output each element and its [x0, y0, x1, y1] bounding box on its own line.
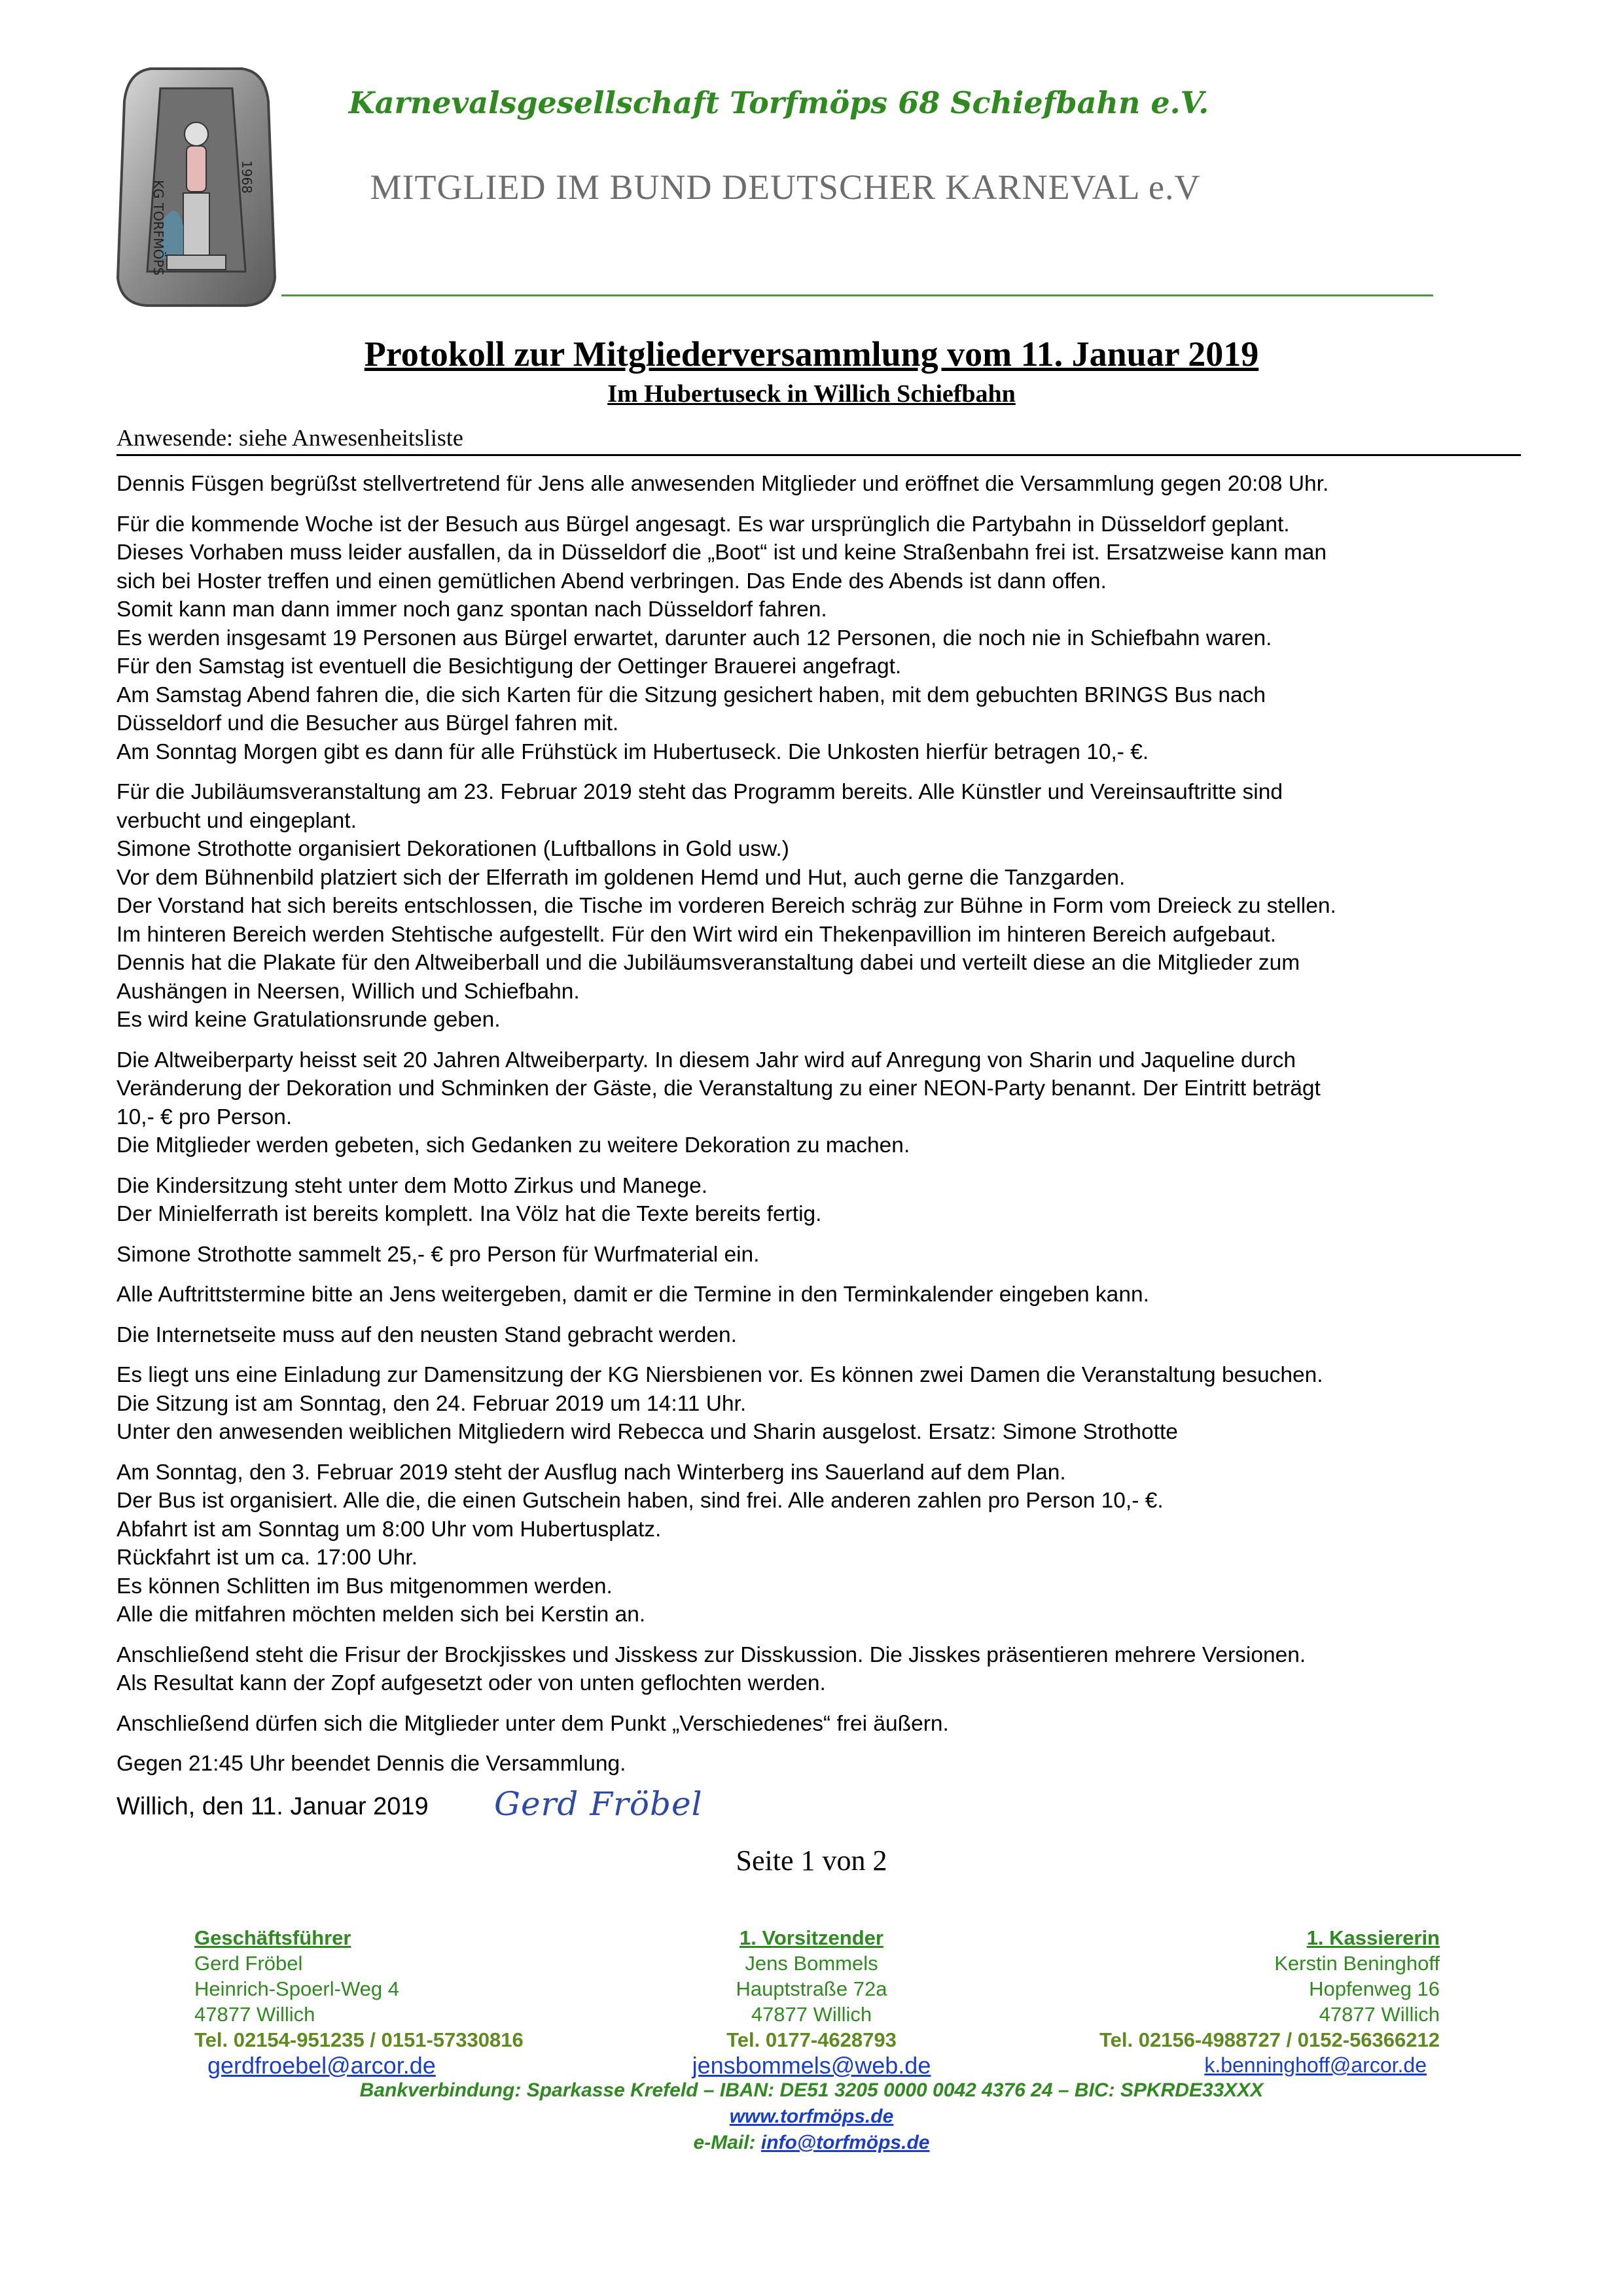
minutes-line: Anschließend dürfen sich die Mitglieder unter dem Punkt „Verschiedenes“ frei äußern.: [116, 1711, 949, 1736]
footer-city: 47877 Willich: [194, 2003, 315, 2026]
contact-email: [0, 2132, 1623, 2154]
minutes-line: Am Samstag Abend fahren die, die sich Karten für die Sitzung gesichert haben, mit dem gebuchten BRINGS Bus nach: [116, 682, 1266, 707]
signature: Gerd Fröbel: [494, 1785, 703, 1823]
minutes-paragraph: [116, 470, 1543, 499]
svg-text:KG TORFMÖPS: KG TORFMÖPS: [151, 180, 166, 276]
minutes-paragraph: [116, 1750, 1543, 1778]
minutes-line: Dennis Füsgen begrüßst stellvertretend für Jens alle anwesenden Mitglieder und eröffnet die Versammlung gegen 20:08 Uhr.: [116, 472, 1329, 496]
org-name: Karnevalsgesellschaft Torfmöps 68 Schiefbahn e.V.: [348, 85, 1209, 120]
minutes-paragraph: [116, 1641, 1543, 1698]
minutes-line: Es liegt uns eine Einladung zur Damensitzung der KG Niersbienen vor. Es können zwei Damen die Veranstaltung besuchen.: [116, 1363, 1323, 1387]
footer-contact-treasurer: [1021, 1925, 1440, 2078]
minutes-line: 10,- € pro Person.: [116, 1104, 293, 1129]
minutes-paragraph: [116, 1046, 1543, 1160]
minutes-line: Düsseldorf und die Besucher aus Bürgel fahren mit.: [116, 711, 619, 735]
minutes-line: Unter den anwesenden weiblichen Mitgliedern wird Rebecca und Sharin ausgelost. Ersatz: Simone Strothotte: [116, 1420, 1178, 1444]
footer-city: 47877 Willich: [751, 2003, 872, 2026]
minutes-line: Somit kann man dann immer noch ganz spontan nach Düsseldorf fahren.: [116, 597, 827, 622]
footer-name: Gerd Fröbel: [194, 1952, 303, 1975]
minutes-line: sich bei Hoster treffen und einen gemütlichen Abend verbringen. Das Ende des Abends ist dann offen.: [116, 569, 1107, 593]
footer-email-link[interactable]: gerdfroebel@arcor.de: [207, 2052, 436, 2079]
footer-name: Jens Bommels: [745, 1952, 878, 1975]
minutes-line: Gegen 21:45 Uhr beendet Dennis die Versammlung.: [116, 1752, 626, 1776]
footer-city: 47877 Willich: [1319, 2003, 1440, 2026]
place-date: Willich, den 11. Januar 2019: [116, 1793, 429, 1820]
minutes-paragraph: [116, 1172, 1543, 1229]
minutes-line: Es wird keine Gratulationsrunde geben.: [116, 1008, 501, 1032]
minutes-line: Alle Auftrittstermine bitte an Jens weitergeben, damit er die Termine in den Terminkalender eingeben kann.: [116, 1282, 1149, 1307]
minutes-line: Dennis hat die Plakate für den Altweiberball und die Jubiläumsveranstaltung dabei und verteilt diese an die Mitglieder zum: [116, 951, 1300, 975]
minutes-line: Als Resultat kann der Zopf aufgesetzt oder von unten geflochten werden.: [116, 1671, 826, 1695]
document-title: Protokoll zur Mitgliederversammlung vom 11. Januar 2019: [364, 334, 1259, 374]
minutes-paragraph: [116, 1710, 1543, 1739]
minutes-line: verbucht und eingeplant.: [116, 808, 357, 833]
minutes-line: Der Minielferrath ist bereits komplett. Ina Völz hat die Texte bereits fertig.: [116, 1202, 822, 1226]
minutes-line: Für die Jubiläumsveranstaltung am 23. Februar 2019 steht das Programm bereits. Alle Künstler und Vereinsauftritte sind: [116, 780, 1283, 804]
attendance-note: Anwesende: siehe Anwesenheitsliste: [116, 425, 463, 451]
minutes-line: Für die kommende Woche ist der Besuch aus Bürgel angesagt. Es war ursprünglich die Partybahn in Düsseldorf geplant.: [116, 512, 1290, 537]
email-label: e-Mail:: [693, 2132, 761, 2153]
minutes-paragraph: [116, 1458, 1543, 1629]
website-link[interactable]: www.torfmöps.de: [729, 2106, 894, 2127]
footer-contact-chair: [654, 1925, 969, 2078]
minutes-line: Rückfahrt ist um ca. 17:00 Uhr.: [116, 1545, 418, 1570]
minutes-line: Dieses Vorhaben muss leider ausfallen, da in Düsseldorf die „Boot“ ist und keine Straßenbahn frei ist. Ersatzweise kann man: [116, 540, 1327, 565]
minutes-line: Aushängen in Neersen, Willich und Schiefbahn.: [116, 979, 580, 1004]
footer-phone: Tel. 0177-4628793: [726, 2028, 897, 2051]
minutes-paragraph: [116, 1280, 1543, 1309]
footer-phone: Tel. 02154-951235 / 0151-57330816: [194, 2028, 524, 2051]
contact-email-link[interactable]: info@torfmöps.de: [760, 2132, 930, 2153]
minutes-line: Abfahrt ist am Sonntag um 8:00 Uhr vom Hubertusplatz.: [116, 1517, 662, 1542]
footer-phone: Tel. 02156-4988727 / 0152-56366212: [1099, 2028, 1440, 2051]
minutes-line: Es können Schlitten im Bus mitgenommen werden.: [116, 1574, 613, 1598]
minutes-line: Der Vorstand hat sich bereits entschlossen, die Tische im vorderen Bereich schräg zur Bühne in Form vom Dreieck zu stellen.: [116, 894, 1336, 918]
minutes-line: Im hinteren Bereich werden Stehtische aufgestellt. Für den Wirt wird ein Thekenpavillion im hinteren Bereich aufgebaut.: [116, 922, 1277, 947]
bank-details: Bankverbindung: Sparkasse Krefeld – IBAN: DE51 3205 0000 0042 4376 24 – BIC: SPKRDE33XXX: [359, 2079, 1264, 2101]
minutes-line: Es werden insgesamt 19 Personen aus Bürgel erwartet, darunter auch 12 Personen, die noch nie in Schiefbahn waren.: [116, 626, 1272, 650]
minutes-line: Am Sonntag Morgen gibt es dann für alle Frühstück im Hubertuseck. Die Unkosten hierfür betragen 10,- €.: [116, 739, 1149, 764]
attendance-divider: [116, 454, 1521, 456]
footer-heading: 1. Kassiererin: [1306, 1926, 1440, 1949]
minutes-line: Anschließend steht die Frisur der Brockjisskes und Jisskess zur Disskussion. Die Jisskes präsentieren mehrere Versionen.: [116, 1642, 1306, 1667]
svg-text:1968: 1968: [239, 160, 255, 194]
minutes-line: Für den Samstag ist eventuell die Besichtigung der Oettinger Brauerei angefragt.: [116, 654, 902, 679]
minutes-line: Am Sonntag, den 3. Februar 2019 steht der Ausflug nach Winterberg ins Sauerland auf dem Plan.: [116, 1460, 1066, 1485]
minutes-paragraph: [116, 1361, 1543, 1447]
minutes-line: Vor dem Bühnenbild platziert sich der Elferrath im goldenen Hemd und Hut, auch gerne die Tanzgarden.: [116, 865, 1126, 890]
header-divider: [281, 294, 1433, 296]
footer-street: Hopfenweg 16: [1309, 1977, 1440, 2000]
footer-street: Hauptstraße 72a: [736, 1977, 887, 2000]
footer-email-link[interactable]: k.benninghoff@arcor.de: [1204, 2053, 1427, 2077]
footer-street: Heinrich-Spoerl-Weg 4: [194, 1977, 399, 2000]
minutes-line: Der Bus ist organisiert. Alle die, die einen Gutschein haben, sind frei. Alle anderen zahlen pro Person 10,- €.: [116, 1489, 1164, 1513]
footer-email-link[interactable]: jensbommels@web.de: [692, 2052, 931, 2079]
footer-heading: Geschäftsführer: [194, 1926, 351, 1949]
minutes-paragraph: [116, 510, 1543, 767]
minutes-paragraph: [116, 778, 1543, 1034]
minutes-line: Die Kindersitzung steht unter dem Motto Zirkus und Manege.: [116, 1173, 708, 1198]
minutes-paragraph: [116, 1321, 1543, 1350]
minutes-line: Simone Strothotte organisiert Dekorationen (Luftballons in Gold usw.): [116, 837, 789, 861]
minutes-line: Die Sitzung ist am Sonntag, den 24. Februar 2019 um 14:11 Uhr.: [116, 1391, 747, 1416]
minutes-line: Die Internetseite muss auf den neusten Stand gebracht werden.: [116, 1322, 737, 1347]
org-subtitle: MITGLIED IM BUND DEUTSCHER KARNEVAL e.V: [370, 168, 1201, 207]
page-number: Seite 1 von 2: [736, 1845, 887, 1877]
minutes-line: Die Mitglieder werden gebeten, sich Gedanken zu weitere Dekoration zu machen.: [116, 1133, 910, 1157]
footer-heading: 1. Vorsitzender: [740, 1926, 883, 1949]
minutes-paragraph: [116, 1241, 1543, 1269]
document-subtitle: Im Hubertuseck in Willich Schiefbahn: [607, 380, 1016, 408]
minutes-line: Simone Strothotte sammelt 25,- € pro Person für Wurfmaterial ein.: [116, 1242, 760, 1267]
minutes-body: [116, 470, 1543, 1790]
minutes-line: Die Altweiberparty heisst seit 20 Jahren Altweiberparty. In diesem Jahr wird auf Anregung von Sharin und Jaqueline durch: [116, 1048, 1296, 1072]
footer-name: Kerstin Beninghoff: [1274, 1952, 1440, 1975]
minutes-line: Veränderung der Dekoration und Schminken der Gäste, die Veranstaltung zu einer NEON-Party benannt. Der Eintritt beträgt: [116, 1076, 1321, 1101]
minutes-line: Alle die mitfahren möchten melden sich bei Kerstin an.: [116, 1602, 646, 1627]
footer-contact-manager: [194, 1925, 524, 2078]
